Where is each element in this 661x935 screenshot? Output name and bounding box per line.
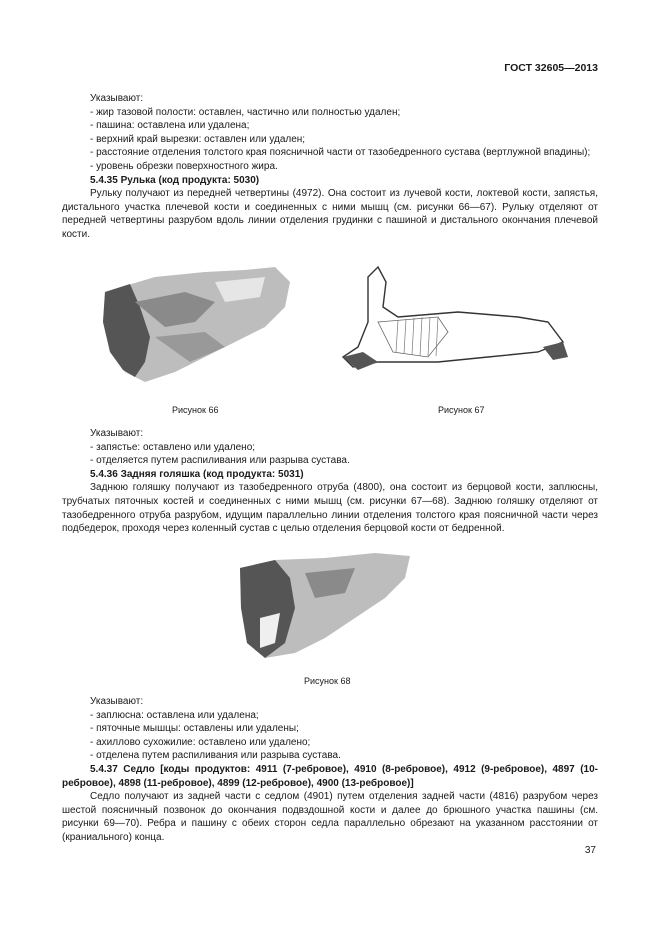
text-block-3 xyxy=(62,695,598,845)
list-item: - жир тазовой полости: оставлен, частично или полностью удален; xyxy=(90,106,401,118)
text-block-1 xyxy=(62,92,598,242)
list-item: - верхний край вырезки: оставлен или удален; xyxy=(90,133,306,145)
list-item: - расстояние отделения толстого края поясничной части от тазобедренного сустава (вертлужной впадины); xyxy=(90,147,591,159)
section-heading: 5.4.37 Седло [коды продуктов: 4911 (7-ребровое), 4910 (8-ребровое), 4912 (9-ребровое), 4897 (10-ребровое), 4898 (11-ребровое), 4899 (12-ребровое), 4900 (13-ребровое)] xyxy=(62,763,598,789)
section-heading: 5.4.35 Рулька (код продукта: 5030) xyxy=(90,174,260,186)
list-item: - отделяется путем распиливания или разрыва сустава. xyxy=(90,455,350,467)
figure-67-caption: Рисунок 67 xyxy=(438,405,485,415)
figure-66-image xyxy=(95,262,295,387)
figure-67-image xyxy=(338,262,570,382)
list-item: - уровень обрезки поверхностного жира. xyxy=(90,160,278,172)
text-block-2 xyxy=(62,427,598,536)
list-item: - пашина: оставлена или удалена; xyxy=(90,120,250,132)
list-item: - ахиллово сухожилие: оставлено или удалено; xyxy=(90,736,311,748)
list-lead: Указывают: xyxy=(90,696,144,707)
figure-68-caption: Рисунок 68 xyxy=(304,676,351,686)
figure-68-image xyxy=(235,548,415,663)
section-heading: 5.4.36 Задняя голяшка (код продукта: 5031) xyxy=(90,468,304,480)
list-item: - заплюсна: оставлена или удалена; xyxy=(90,709,259,721)
list-item: - пяточные мышцы: оставлены или удалены; xyxy=(90,723,299,735)
section-text: Заднюю голяшку получают из тазобедренного отруба (4800), она состоит из берцовой кости, заплюсны, трубчатых пяточных костей и соединенных с ними мышц (см. рисунки 67—68). Заднюю голяшку отделяют от тазобедренного отруба разрубом, идущим параллельно линии отделения толстого края поясничной части через подбедерок, проходя через коленный сустав с целью отделения берцовой кости от бедренной. xyxy=(62,482,598,535)
list-lead: Указывают: xyxy=(90,428,144,439)
section-text: Рульку получают из передней четвертины (4972). Она состоит из лучевой кости, локтевой кости, запястья, дистального участка плечевой кости и соединенных с ними мышц (см. рисунки 66—67). Рульку отделяют от передней четвертины разрубом вдоль линии отделения грудинки с пашиной и дистального окончания плечевой кости. xyxy=(62,188,598,240)
figure-66-caption: Рисунок 66 xyxy=(172,405,219,415)
list-lead: Указывают: xyxy=(90,93,144,104)
section-text: Седло получают из задней части с седлом (4901) путем отделения задней части (4816) разрубом через шестой поясничный позвонок до окончания подвздошной кости и далее до брюшного участка пашины (см. рисунки 69—70). Ребра и пашину с обеих сторон седла параллельно обрезают на указанном расстоянии от (краниального) конца. xyxy=(62,791,598,843)
page-number: 37 xyxy=(584,845,596,856)
list-item: - запястье: оставлено или удалено; xyxy=(90,441,256,453)
standard-header: ГОСТ 32605—2013 xyxy=(504,62,598,74)
list-item: - отделена путем распиливания или разрыва сустава. xyxy=(90,750,341,762)
